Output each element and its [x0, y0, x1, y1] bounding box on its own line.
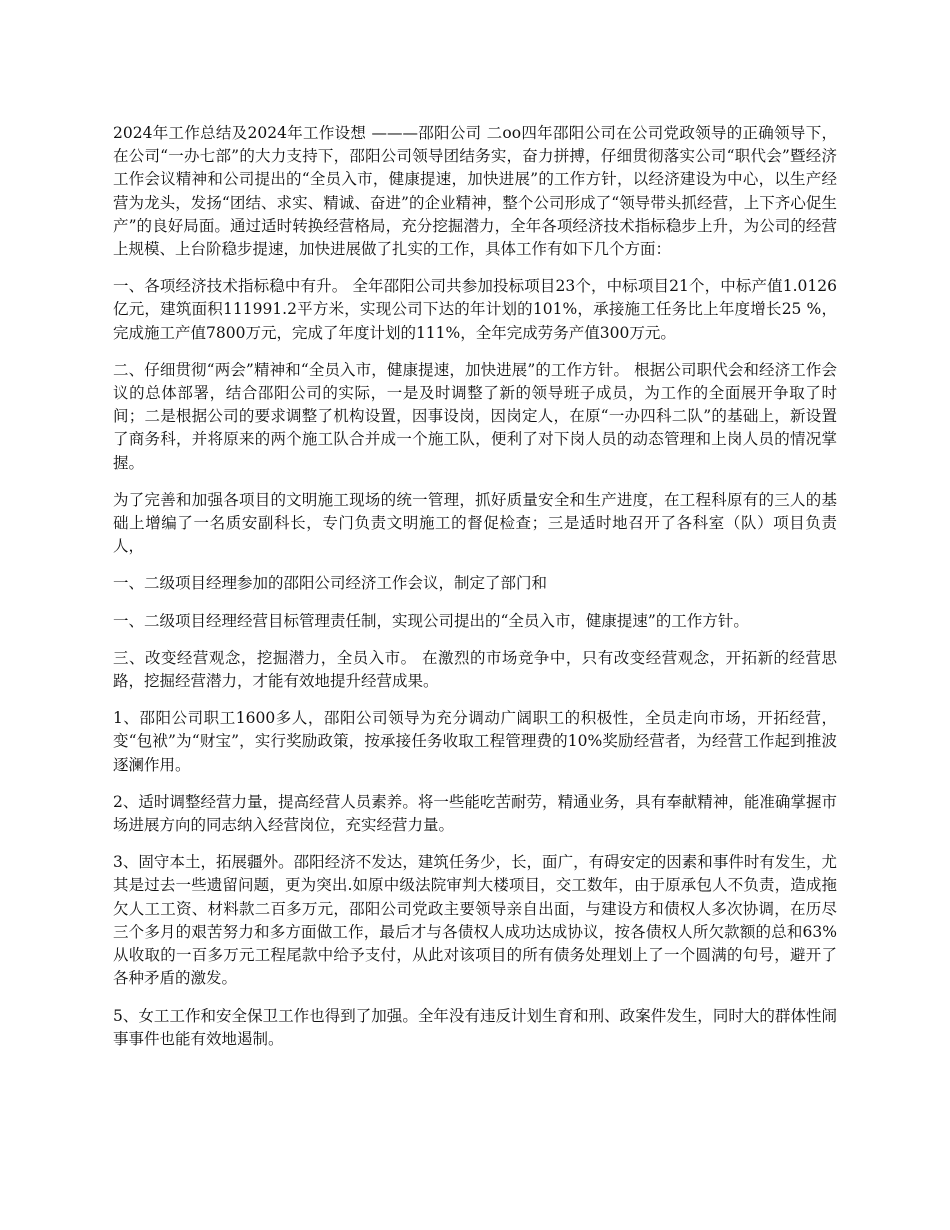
intro-paragraph: 2024年工作总结及2024年工作设想 ———邵阳公司 二oo四年邵阳公司在公司党政领导的正确领导下，在公司“一办七部”的大力支持下，邵阳公司领导团结务实，奋力拼搏，仔细贯彻落实公司“职代会”暨经济工作会议精神和公司提出的“全员入市，健康提速，加快进展”的工作方针，以经济建设为中心，以生产经营为龙头，发扬“团结、求实、精诚、奋进”的企业精神，整个公司形成了“领导带头抓经营，上下齐心促生产”的良好局面。通过适时转换经营格局，充分挖掘潜力，全年各项经济技术指标稳步上升，为公司的经营上规模、上台阶稳步提速，加快进展做了扎实的工作，具体工作有如下几个方面：: [113, 124, 837, 259]
section-three-paragraph: 三、改变经营观念，挖掘潜力，全员入市。 在激烈的市场竞争中，只有改变经营观念，开拓新的经营思路，挖掘经营潜力，才能有效地提升经营成果。: [113, 648, 837, 691]
section-two-paragraph: 二、仔细贯彻“两会”精神和“全员入市，健康提速，加快进展”的工作方针。 根据公司职代会和经济工作会议的总体部署，结合邵阳公司的实际，一是及时调整了新的领导班子成员，为工作的全面展开争取了时间；二是根据公司的要求调整了机构设置，因事设岗，因岗定人，在原“一办四科二队”的基础上，新设置了商务科，并将原来的两个施工队合并成一个施工队，便利了对下岗人员的动态管理和上岗人员的情况掌握。: [113, 360, 837, 472]
item-one-paragraph: 1、邵阳公司职工1600多人，邵阳公司领导为充分调动广阔职工的积极性，全员走向市场，开拓经营，变“包袱”为“财宝”，实行奖励政策，按承接任务收取工程管理费的10%奖励经营者，为经营工作起到推波逐澜作用。: [113, 709, 837, 774]
project-manager-meeting-paragraph: 一、二级项目经理参加的邵阳公司经济工作会议，制定了部门和: [113, 574, 548, 593]
responsibility-system-paragraph: 一、二级项目经理经营目标管理责任制，实现公司提出的“全员入市，健康提速”的工作方针。: [113, 611, 749, 630]
item-three-paragraph: 3、固守本土，拓展疆外。邵阳经济不发达，建筑任务少，长，面广，有碍安定的因素和事件时有发生，尤其是过去一些遗留问题，更为突出.如原中级法院审判大楼项目，交工数年，由于原承包人不负责，造成拖欠人工工资、材料款二百多万元，邵阳公司党政主要领导亲自出面，与建设方和债权人多次协调，在历尽三个多月的艰苦努力和多方面做工作，最后才与各债权人成功达成协议，按各债权人所欠款额的总和63%从收取的一百多万元工程尾款中给予支付，从此对该项目的所有债务处理划上了一个圆满的句号，避开了各种矛盾的激发。: [113, 853, 837, 988]
civilized-construction-paragraph: 为了完善和加强各项目的文明施工现场的统一管理，抓好质量安全和生产进度，在工程科原有的三人的基础上增编了一名质安副科长，专门负责文明施工的督促检查；三是适时地召开了各科室（队）项目负责人，: [113, 490, 837, 556]
item-two-paragraph: 2、适时调整经营力量，提高经营人员素养。将一些能吃苦耐劳，精通业务，具有奉献精神，能准确掌握市场进展方向的同志纳入经营岗位，充实经营力量。: [113, 792, 837, 835]
section-one-paragraph: 一、各项经济技术指标稳中有升。 全年邵阳公司共参加投标项目23个，中标项目21个，中标产值1.0126亿元，建筑面积111991.2平方米，实现公司下达的年计划的101%，承接施工任务比上年度增长25 %，完成施工产值7800万元，完成了年度计划的111%，全年完成劳务产值300万元。: [113, 277, 837, 342]
item-five-paragraph: 5、女工工作和安全保卫工作也得到了加强。全年没有违反计划生育和刑、政案件发生，同时大的群体性闹事事件也能有效地遏制。: [113, 1006, 837, 1048]
